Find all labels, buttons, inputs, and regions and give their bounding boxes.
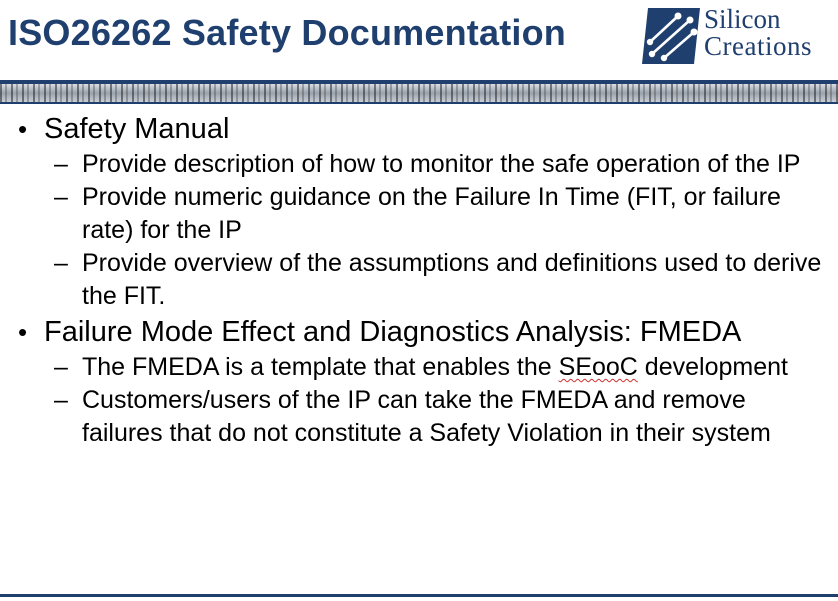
sub-bullet <box>0 181 838 247</box>
sub-bullet-text <box>82 351 822 384</box>
bullet-text: Safety Manual <box>44 113 230 145</box>
sub-bullet <box>0 384 838 450</box>
silicon-creations-logo-icon <box>640 6 702 66</box>
dash-icon: – <box>54 183 68 211</box>
sub-bullet-text: Provide numeric guidance on the Failure In Time (FIT, or failure rate) for the IP <box>82 183 781 244</box>
bullet-fmeda <box>0 313 838 351</box>
sub-bullet-text: Provide description of how to monitor the safe operation of the IP <box>82 150 801 178</box>
dash-icon: – <box>54 386 68 414</box>
sub-bullet-text-after: development <box>637 353 788 381</box>
bullet-dot-icon: • <box>18 317 28 347</box>
slide-body <box>0 110 838 450</box>
logo-line-2: Creations <box>704 31 812 61</box>
sub-bullet-text: Customers/users of the IP can take the FMEDA and remove failures that do not constitute a Safety Violation in their system <box>82 386 771 447</box>
logo-wordmark <box>704 6 812 60</box>
sub-bullet-text: Provide overview of the assumptions and definitions used to derive the FIT. <box>82 249 822 310</box>
spellcheck-flagged-word: SEooC <box>558 353 638 381</box>
dash-icon: – <box>54 150 68 178</box>
footer-rule <box>0 594 838 597</box>
slide-title: ISO26262 Safety Documentation <box>8 12 566 53</box>
banner-circuit-strip <box>0 84 838 102</box>
sub-bullet <box>0 148 838 181</box>
company-logo <box>640 4 836 68</box>
sub-bullet <box>0 247 838 313</box>
bullet-dot-icon: • <box>18 114 28 144</box>
bullet-safety-manual <box>0 110 838 148</box>
bullet-text: Failure Mode Effect and Diagnostics Analysis: FMEDA <box>44 316 742 348</box>
dash-icon: – <box>54 353 68 381</box>
logo-line-1: Silicon <box>704 4 781 34</box>
sub-bullet <box>0 351 838 384</box>
sub-bullet-text-before: The FMEDA is a template that enables the <box>82 353 559 381</box>
header-banner <box>0 80 838 104</box>
dash-icon: – <box>54 249 68 277</box>
banner-bottom-rule <box>0 102 838 104</box>
